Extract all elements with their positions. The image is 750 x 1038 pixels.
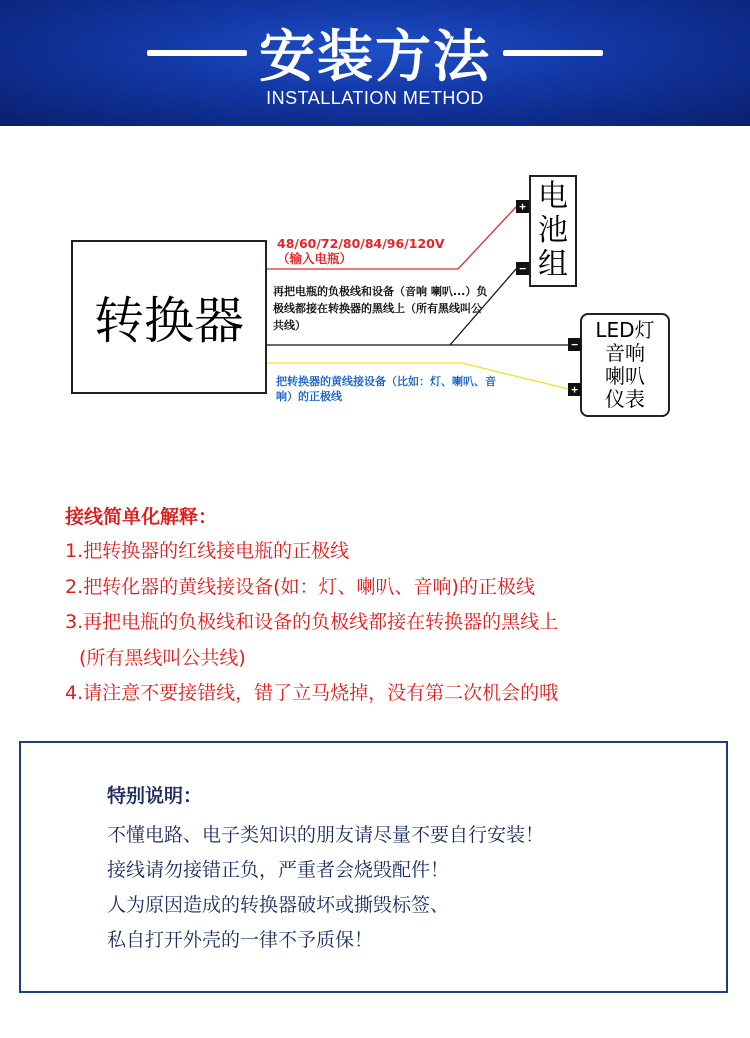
device-label-led: LED灯 (595, 318, 655, 342)
device-label-speaker: 音响 (605, 341, 645, 365)
battery-box (529, 175, 577, 287)
explanation-item: 4.请注意不要接错线，错了立马烧掉，没有第二次机会的哦 (65, 682, 559, 704)
red-wire-voltage: 48/60/72/80/84/96/120V (277, 236, 445, 251)
explanation-heading: 接线简单化解释： (65, 506, 218, 528)
device-positive-terminal: + (568, 383, 581, 396)
yellow-wire-label: 把转换器的黄线接设备（比如：灯、喇叭、音响）的正极线 (276, 375, 496, 403)
battery-label-1: 电 (538, 179, 568, 214)
title-dash-right (503, 50, 603, 56)
special-notice-box (19, 741, 728, 993)
wiring-explanation (65, 500, 725, 712)
device-negative-terminal: − (568, 338, 581, 351)
explanation-item: (所有黑线叫公共线) (79, 646, 246, 669)
battery-label-3: 组 (538, 247, 568, 282)
title-dash-left (147, 50, 247, 56)
red-wire-note: （输入电瓶） (277, 251, 353, 266)
battery-negative-terminal: − (516, 262, 529, 275)
device-label-horn: 喇叭 (605, 364, 645, 388)
converter-label: 转换器 (94, 292, 244, 350)
red-wire-label (277, 236, 445, 266)
battery-label-2: 池 (538, 213, 568, 248)
explanation-item: 1.把转换器的红线接电瓶的正极线 (65, 540, 350, 562)
notice-line: 接线请勿接错正负，严重者会烧毁配件！ (107, 859, 450, 881)
explanation-item: 2.把转化器的黄线接设备(如：灯、喇叭、音响)的正极线 (65, 575, 535, 598)
notice-line: 私自打开外壳的一律不予质保！ (107, 929, 374, 951)
device-box (580, 313, 670, 417)
battery-positive-terminal: + (516, 200, 529, 213)
black-wire-label: 再把电瓶的负极线和设备（音响 喇叭...）负极线都接在转换器的黑线上（所有黑线叫公共线） (273, 285, 488, 332)
explanation-item: 3.再把电瓶的负极线和设备的负极线都接在转换器的黑线上 (65, 611, 559, 633)
page-subtitle: INSTALLATION METHOD (266, 88, 484, 108)
notice-line: 不懂电路、电子类知识的朋友请尽量不要自行安装！ (107, 824, 545, 846)
notice-lines (107, 818, 544, 958)
wiring-diagram (0, 126, 750, 486)
page-title: 安装方法 (259, 25, 491, 90)
header-banner (0, 0, 750, 126)
notice-title: 特别说明： (107, 785, 203, 807)
converter-box (71, 240, 267, 394)
notice-line: 人为原因造成的转换器破坏或撕毁标签、 (107, 894, 450, 916)
device-label-meter: 仪表 (605, 387, 645, 411)
title-row (0, 18, 750, 88)
